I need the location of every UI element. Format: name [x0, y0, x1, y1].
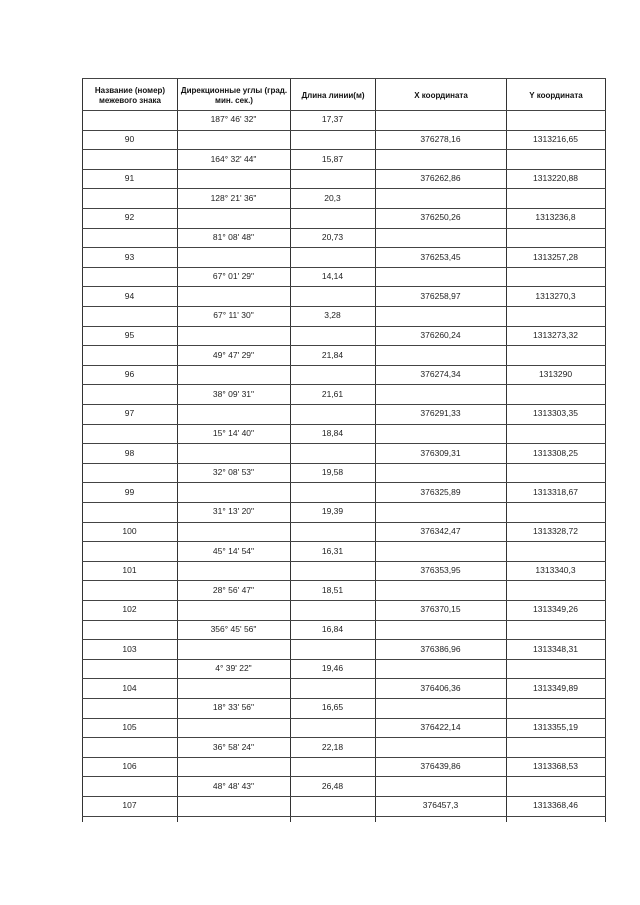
point-x: 376262,86 [420, 173, 461, 183]
segment-length: 17,37 [321, 114, 344, 124]
point-y: 1313270,3 [535, 291, 576, 301]
header-divider [82, 110, 606, 111]
row-divider [82, 228, 606, 229]
point-name: 105 [122, 722, 137, 732]
segment-length: 20,3 [324, 193, 341, 203]
point-y: 1313349,89 [533, 683, 578, 693]
segment-length: 16,31 [321, 546, 344, 556]
row-divider [82, 326, 606, 327]
row-divider [82, 502, 606, 503]
point-name: 96 [124, 369, 135, 379]
segment-angle: 49° 47' 29" [212, 350, 255, 360]
segment-angle: 356° 45' 56" [210, 624, 257, 634]
point-x: 376370,15 [420, 604, 461, 614]
row-divider [82, 463, 606, 464]
point-y: 1313303,35 [533, 408, 578, 418]
segment-angle: 18° 33' 56" [212, 702, 255, 712]
segment-angle: 4° 39' 22" [215, 663, 252, 673]
segment-length: 14,14 [321, 271, 344, 281]
point-x: 376258,97 [420, 291, 461, 301]
point-name: 94 [124, 291, 135, 301]
point-name: 103 [122, 644, 137, 654]
point-x: 376309,31 [420, 448, 461, 458]
point-x: 376422,14 [420, 722, 461, 732]
point-y: 1313257,28 [533, 252, 578, 262]
point-y: 1313220,88 [533, 173, 578, 183]
segment-angle: 31° 13' 20" [212, 506, 255, 516]
row-divider [82, 247, 606, 248]
header-name: Название (номер) межевого знака [94, 86, 166, 105]
segment-length: 3,28 [324, 310, 341, 320]
row-divider [82, 404, 606, 405]
point-y: 1313308,25 [533, 448, 578, 458]
point-name: 97 [124, 408, 135, 418]
segment-length: 20,73 [321, 232, 344, 242]
point-y: 1313273,32 [533, 330, 578, 340]
point-name: 106 [122, 761, 137, 771]
segment-length: 18,51 [321, 585, 344, 595]
segment-length: 16,84 [321, 624, 344, 634]
row-divider [82, 365, 606, 366]
segment-angle: 164° 32' 44" [210, 154, 257, 164]
row-divider [82, 522, 606, 523]
row-divider [82, 130, 606, 131]
segment-angle: 15° 14' 40" [212, 428, 255, 438]
row-divider [82, 620, 606, 621]
point-x: 376386,96 [420, 644, 461, 654]
point-y: 1313368,53 [533, 761, 578, 771]
point-x: 376250,26 [420, 212, 461, 222]
row-divider [82, 541, 606, 542]
point-x: 376253,45 [420, 252, 461, 262]
point-name: 102 [122, 604, 137, 614]
segment-angle: 187° 46' 32" [210, 114, 257, 124]
point-x: 376260,24 [420, 330, 461, 340]
point-y: 1313368,46 [533, 800, 578, 810]
point-y: 1313340,3 [535, 565, 576, 575]
row-divider [82, 169, 606, 170]
point-name: 98 [124, 448, 135, 458]
segment-angle: 67° 01' 29" [212, 271, 255, 281]
row-divider [82, 776, 606, 777]
row-divider [82, 149, 606, 150]
segment-angle: 32° 08' 53" [212, 467, 255, 477]
row-divider [82, 306, 606, 307]
segment-angle: 67° 11' 30" [213, 310, 254, 320]
point-y: 1313328,72 [533, 526, 578, 536]
row-divider [82, 443, 606, 444]
segment-angle: 48° 48' 43" [212, 781, 255, 791]
point-x: 376406,36 [420, 683, 461, 693]
table-top-border [82, 78, 606, 79]
point-y: 1313290 [538, 369, 573, 379]
segment-length: 19,58 [321, 467, 344, 477]
row-divider [82, 267, 606, 268]
segment-angle: 45° 14' 54" [212, 546, 255, 556]
header-x: X координата [414, 91, 468, 100]
row-divider [82, 482, 606, 483]
segment-length: 22,18 [321, 742, 344, 752]
header-angle: Дирекционные углы (град. мин. сек.) [180, 86, 288, 105]
point-y: 1313355,19 [533, 722, 578, 732]
point-name: 93 [124, 252, 135, 262]
row-divider [82, 678, 606, 679]
row-divider [82, 384, 606, 385]
row-divider [82, 737, 606, 738]
segment-length: 18,84 [321, 428, 344, 438]
segment-angle: 128° 21' 36" [210, 193, 257, 203]
point-name: 95 [124, 330, 135, 340]
segment-length: 21,61 [321, 389, 344, 399]
row-divider [82, 600, 606, 601]
point-x: 376342,47 [420, 526, 461, 536]
segment-length: 21,84 [321, 350, 344, 360]
segment-angle: 28° 56' 47" [212, 585, 255, 595]
point-name: 91 [124, 173, 135, 183]
row-divider [82, 639, 606, 640]
segment-angle: 36° 58' 24" [212, 742, 255, 752]
segment-length: 19,39 [321, 506, 344, 516]
point-x: 376278,16 [420, 134, 461, 144]
point-x: 376274,34 [420, 369, 461, 379]
point-name: 100 [122, 526, 137, 536]
point-y: 1313318,67 [533, 487, 578, 497]
point-name: 92 [124, 212, 135, 222]
point-y: 1313236,8 [535, 212, 576, 222]
row-divider [82, 286, 606, 287]
point-name: 107 [122, 800, 137, 810]
row-divider [82, 659, 606, 660]
point-x: 376457,3 [422, 800, 459, 810]
row-divider [82, 698, 606, 699]
segment-angle: 81° 08' 48" [212, 232, 255, 242]
row-divider [82, 188, 606, 189]
row-divider [82, 816, 606, 817]
point-name: 101 [122, 565, 137, 575]
row-divider [82, 561, 606, 562]
row-divider [82, 345, 606, 346]
point-y: 1313348,31 [533, 644, 578, 654]
point-y: 1313216,65 [533, 134, 578, 144]
header-length: Длина линии(м) [301, 91, 365, 100]
segment-angle: 38° 09' 31" [212, 389, 255, 399]
point-x: 376291,33 [420, 408, 461, 418]
point-x: 376325,89 [420, 487, 461, 497]
point-name: 90 [124, 134, 135, 144]
segment-length: 16,65 [321, 702, 344, 712]
point-x: 376353,95 [420, 565, 461, 575]
point-x: 376439,86 [420, 761, 461, 771]
row-divider [82, 208, 606, 209]
segment-length: 19,46 [321, 663, 344, 673]
column-divider [605, 78, 606, 822]
point-y: 1313349,26 [533, 604, 578, 614]
row-divider [82, 580, 606, 581]
point-name: 104 [122, 683, 137, 693]
row-divider [82, 424, 606, 425]
row-divider [82, 796, 606, 797]
header-y: Y координата [529, 91, 583, 100]
row-divider [82, 757, 606, 758]
row-divider [82, 718, 606, 719]
point-name: 99 [124, 487, 135, 497]
segment-length: 15,87 [321, 154, 344, 164]
segment-length: 26,48 [321, 781, 344, 791]
